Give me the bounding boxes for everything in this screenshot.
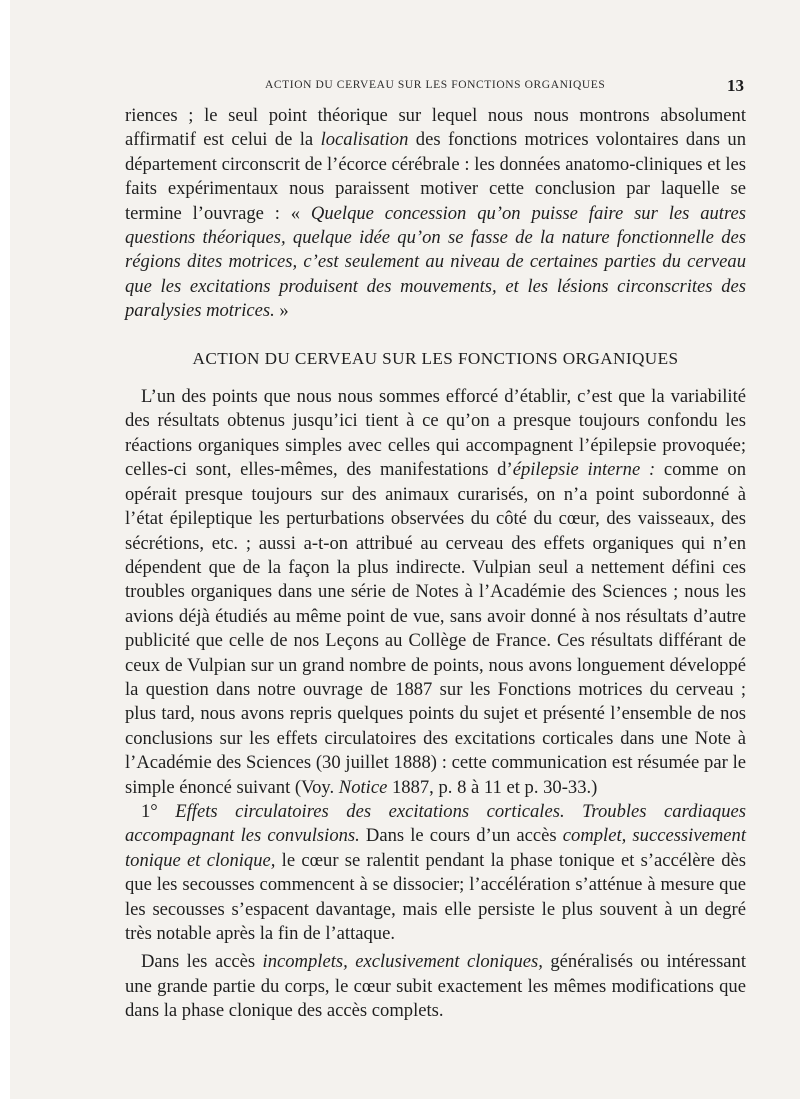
paragraph-2-body: comme on opérait presque toujours sur des animaux curarisés, on n’a point subordonné à l’état épileptique les perturbations observées du côté du cœur, des vaisseaux, des sécrétions, etc. ; aussi a-t-on attribué au cerveau des effets organiques qui n’en dépendent que de la façon la plus indirecte. Vulpian seul a nettement défini ces troubles organiques dans une série de Notes à l’Académie des Sciences ; nous les avions déjà étudiés au même point de vue, sans avoir donné à nos résultats d’autre publicité que celle de nos Leçons au Collège de France. Ces résultats différant de ceux de Vulpian sur un grand nombre de points, nous avons longuement développé la question dans notre ouvrage de 1887 sur les Fonctions motrices du cerveau ; plus tard, nous avons repris quelques points du sujet et présenté l’ensemble de nos conclusions sur les effets circulatoires des excitations corticales dans une Note à l’Académie des Sciences (30 juillet 1888) : cette communication est résumée par le simple énoncé suivant (Voy. xyxy=(125,459,746,798)
paragraph-1-lead: riences ; le seul point théorique sur lequel nous nous montrons absolument affirmatif est celui de la xyxy=(125,105,746,151)
emphasis-epilepsie-interne: épilepsie interne : xyxy=(512,459,656,481)
paragraph-1-middle: des fonctions motrices volontaires dans un département circonscrit de l’écorce cérébrale : les données anatomo-cliniques et les faits expérimentaux nous paraissent motiver cette conclusion par laquelle se termine l’ouvrage : « xyxy=(125,129,746,224)
quoted-conclusion: Quelque concession qu’on puisse faire sur les autres questions théoriques, quelque idée qu’on se fasse de la nature fonctionnelle des régions dites motrices, c’est seulement au niveau de certaines parties du cerveau que les excitations produisent des mouvements, et les lésions circonscrites des paralysies motrices. xyxy=(125,202,746,322)
quote-close: » xyxy=(274,300,289,322)
running-head: ACTION DU CERVEAU SUR LES FONCTIONS ORGANIQUES xyxy=(265,79,606,91)
emphasis-incomplets: incomplets, exclusivement cloniques, xyxy=(262,951,543,973)
paragraph-4-lead: Dans les accès xyxy=(141,951,263,973)
section-heading: ACTION DU CERVEAU SUR LES FONCTIONS ORGANIQUES xyxy=(192,348,679,368)
page-number: 13 xyxy=(727,76,744,95)
subsection-heading: Effets circulatoires des excitations corticales. Troubles cardiaques accompagnant les convulsions. xyxy=(125,800,746,847)
paragraph-4 xyxy=(125,950,746,1023)
paragraph-3 xyxy=(125,800,746,946)
body-text xyxy=(125,104,746,1024)
paragraph-2 xyxy=(125,385,746,800)
paragraph-1 xyxy=(125,104,746,324)
paragraph-4-rest: généralisés ou intéressant une grande partie du corps, le cœur subit exactement les mêmes modifications que dans la phase clonique des accès complets. xyxy=(125,951,747,1022)
paragraph-3-number: 1° xyxy=(141,800,176,822)
paragraph-3-rest: le cœur se ralentit pendant la phase tonique et s’accélère dès que les secousses commencent à se dissocier; l’accélération s’atténue à mesure que les secousses s’espacent davantage, mais elle persiste le plus souvent à un degré très notable après la fin de l’attaque. xyxy=(125,849,746,944)
paragraph-2-lead: L’un des points que nous nous sommes efforcé d’établir, c’est que la variabilité des résultats obtenus jusqu’ici tient à ce qu’on a presque toujours confondu les réactions organiques simples avec celles qui accompagnent l’épilepsie provoquée; celles-ci sont, elles-mêmes, des manifestations d’ xyxy=(125,386,746,481)
emphasis-complet: complet, successivement tonique et clonique, xyxy=(125,825,746,871)
emphasis-notice: Notice xyxy=(338,776,388,798)
emphasis-localisation: localisation xyxy=(320,129,409,151)
paragraph-3-mid: Dans le cours d’un accès xyxy=(359,825,563,847)
paragraph-2-tail: 1887, p. 8 à 11 et p. 30-33.) xyxy=(387,776,598,798)
